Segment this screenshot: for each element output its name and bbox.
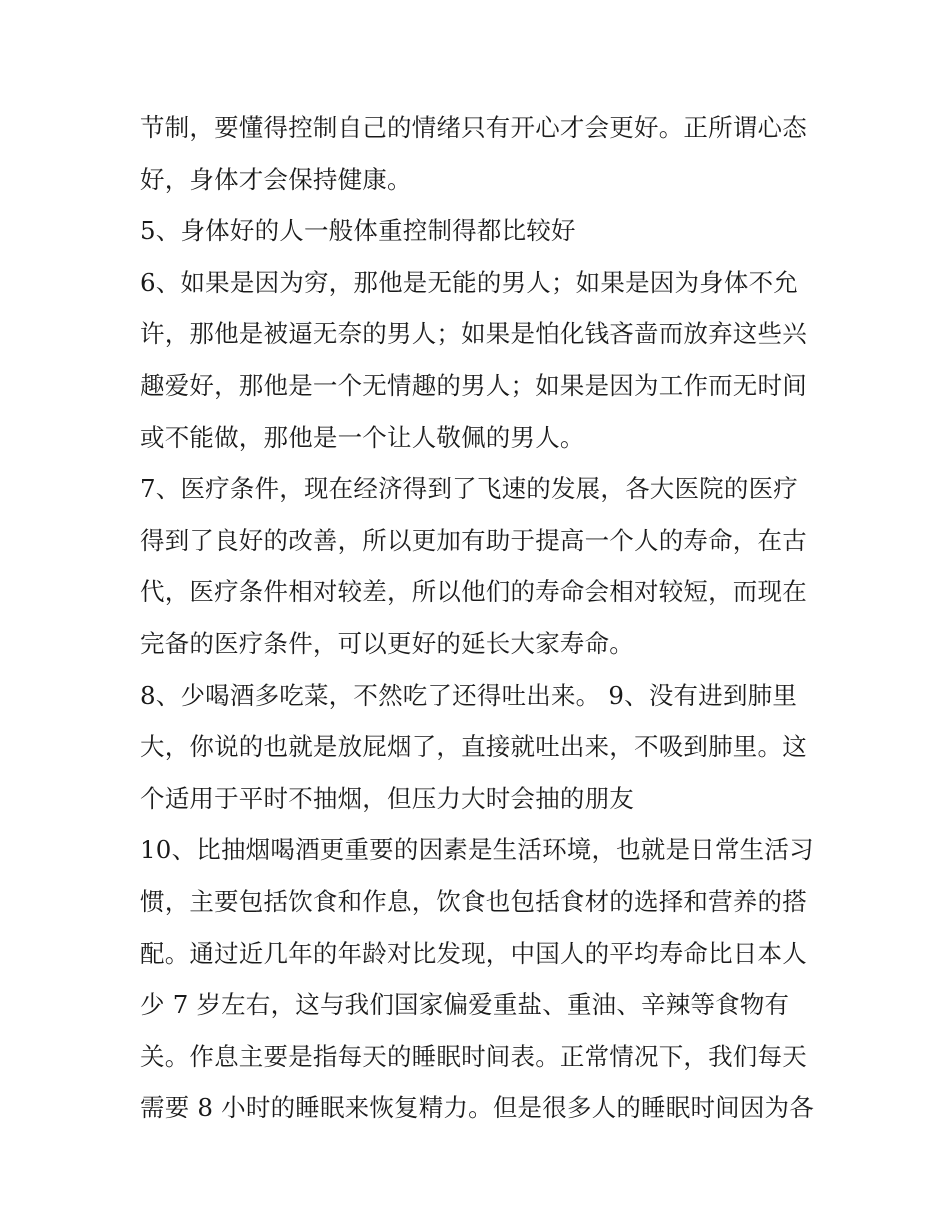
text-line: 代，医疗条件相对较差，所以他们的寿命会相对较短，而现在 — [140, 577, 807, 607]
text-line: 节制，要懂得控制自己的情绪只有开心才会更好。正所谓心态 — [140, 113, 807, 142]
document-body — [140, 102, 812, 1134]
text-line: 7、医疗条件，现在经济得到了飞速的发展，各大医院的医疗 — [140, 474, 798, 504]
text-line: 好，身体才会保持健康。 — [140, 164, 412, 194]
text-line: 10、比抽烟喝酒更重要的因素是生活环境，也就是日常生活习 — [140, 835, 814, 865]
text-line: 5、身体好的人一般体重控制得都比较好 — [140, 216, 576, 246]
text-line: 个适用于平时不抽烟，但压力大时会抽的朋友 — [140, 783, 634, 813]
text-line: 8、少喝酒多吃菜，不然吃了还得吐出来。 9、没有进到肺里 — [140, 680, 798, 710]
text-line: 惯，主要包括饮食和作息，饮食也包括食材的选择和营养的搭 — [140, 886, 807, 916]
text-line: 关。作息主要是指每天的睡眠时间表。正常情况下，我们每天 — [140, 1041, 807, 1071]
text-line: 需要 8 小时的睡眠来恢复精力。但是很多人的睡眠时间因为各 — [140, 1093, 814, 1123]
text-line: 或不能做，那他是一个让人敬佩的男人。 — [140, 422, 585, 452]
text-line: 完备的医疗条件，可以更好的延长大家寿命。 — [140, 628, 634, 658]
text-line: 配。通过近几年的年龄对比发现，中国人的平均寿命比日本人 — [140, 938, 807, 968]
text-line: 少 7 岁左右，这与我们国家偏爱重盐、重油、辛辣等食物有 — [140, 990, 790, 1020]
text-line: 得到了良好的改善，所以更加有助于提高一个人的寿命，在古 — [140, 525, 807, 555]
text-line: 许，那他是被逼无奈的男人；如果是怕化钱吝啬而放弃这些兴 — [140, 319, 807, 349]
text-line: 趣爱好，那他是一个无情趣的男人；如果是因为工作而无时间 — [140, 370, 807, 400]
text-line: 大，你说的也就是放屁烟了，直接就吐出来，不吸到肺里。这 — [140, 732, 807, 762]
text-line: 6、如果是因为穷，那他是无能的男人；如果是因为身体不允 — [140, 267, 798, 297]
